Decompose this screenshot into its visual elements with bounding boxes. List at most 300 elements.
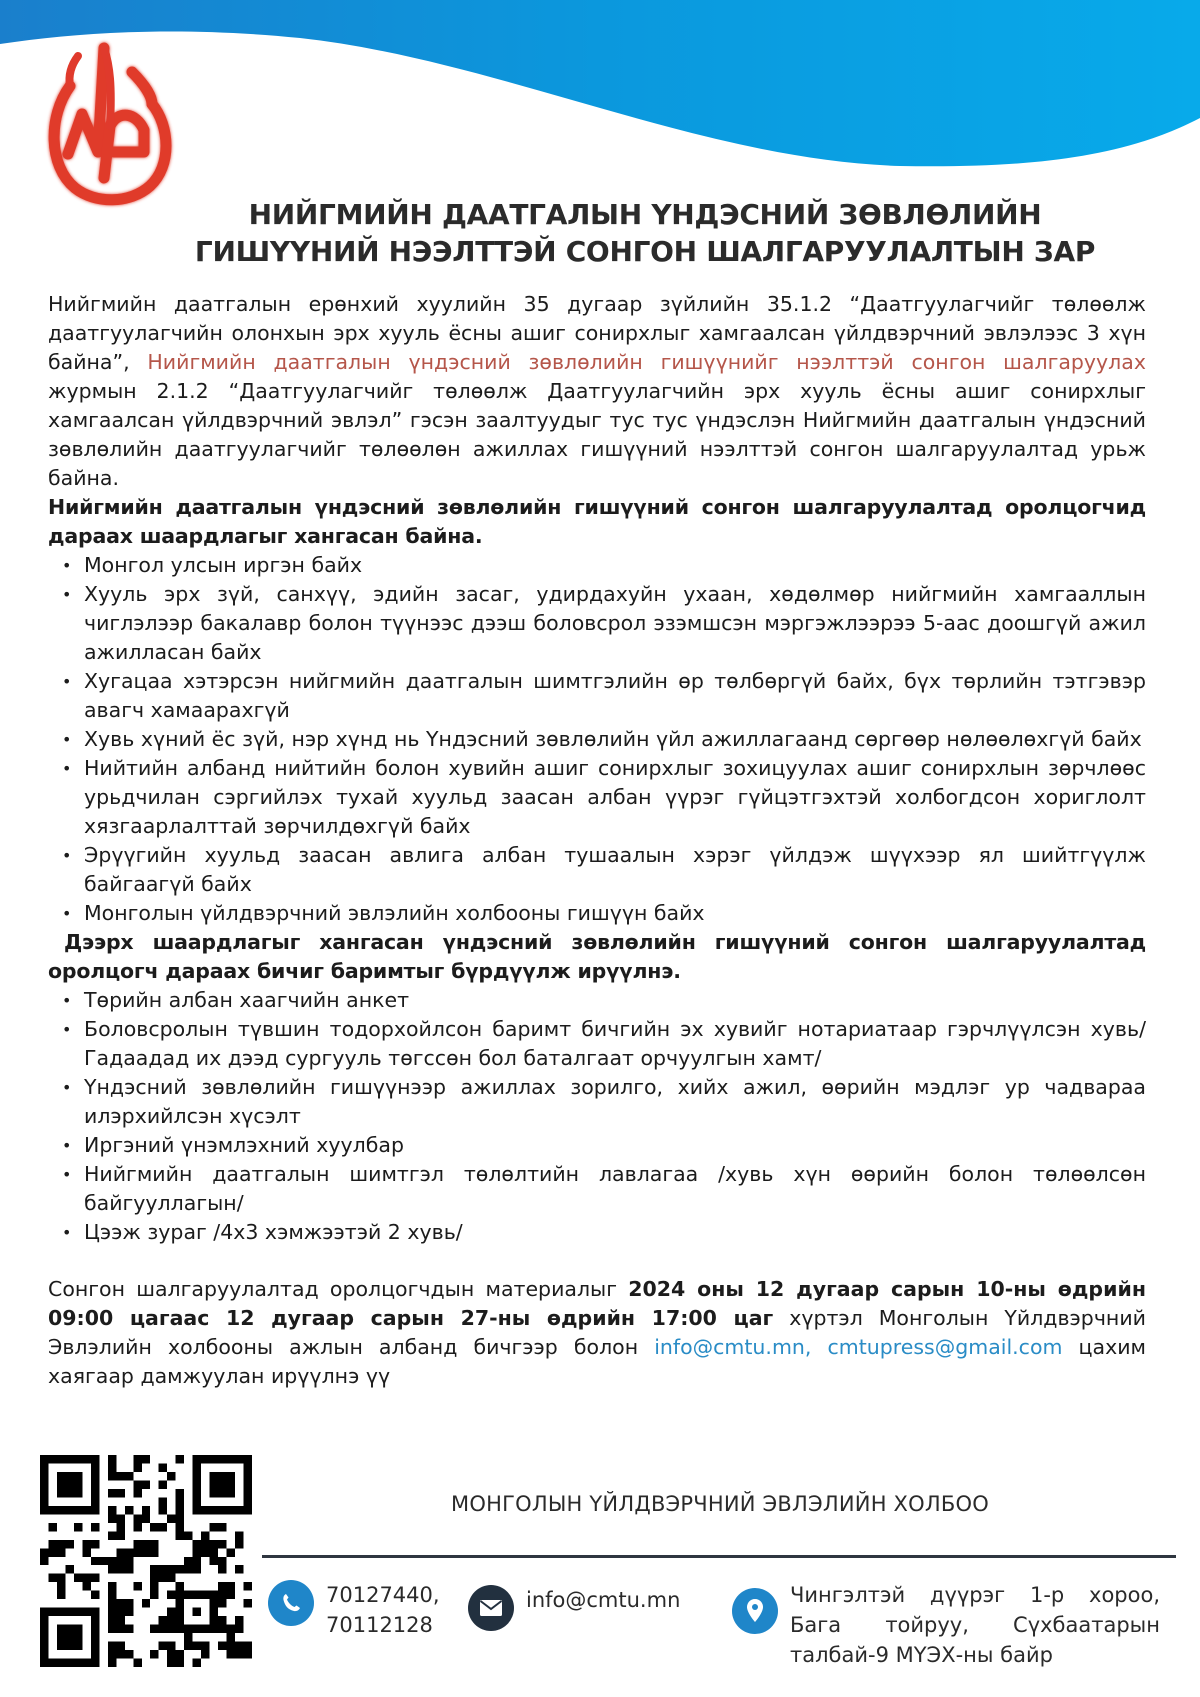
email-address[interactable]: info@cmtu.mn [526, 1588, 681, 1612]
qr-module [210, 1616, 218, 1624]
qr-module [133, 1582, 141, 1590]
qr-module [57, 1582, 65, 1590]
qr-module [235, 1565, 243, 1573]
qr-module [99, 1557, 107, 1565]
qr-module [210, 1557, 218, 1565]
qr-module [176, 1497, 184, 1505]
qr-module [116, 1557, 124, 1565]
intro-text-2: журмын 2.1.2 “Даатгуулагчийг төлөөлж Даатгуулагчийн эрх хууль ёсны ашиг сонирхлыг хамгаалсан үйлдвэрчний эвлэл” гэсэн заалтуудыг тус тус үндэслэн Нийгмийн даатгалын үндэсний зөвлөлийн даатгуулагчийг төлөөлөн ажиллах гишүүний нээлттэй сонгон шалгаруулалтад урьж байна. [48, 379, 1146, 490]
qr-module [227, 1455, 235, 1463]
qr-module [193, 1540, 201, 1548]
list-item: • Төрийн албан хаагчийн анкет [84, 986, 1146, 1015]
qr-module [74, 1489, 82, 1497]
qr-module [40, 1642, 48, 1650]
qr-module [142, 1506, 150, 1514]
qr-module [235, 1616, 243, 1624]
qr-module [108, 1616, 116, 1624]
list-item: • Хугацаа хэтэрсэн нийгмийн даатгалын шимтгэлийн өр төлбөргүй байх, бүх төрлийн тэтгэвэр авагч хамаарахгүй [84, 667, 1146, 725]
qr-module [210, 1489, 218, 1497]
qr-module [159, 1574, 167, 1582]
qr-module [210, 1540, 218, 1548]
qr-module [176, 1591, 184, 1599]
qr-module [142, 1480, 150, 1488]
qr-module [133, 1540, 141, 1548]
qr-module [91, 1642, 99, 1650]
qr-module [193, 1497, 201, 1505]
qr-module [108, 1455, 116, 1463]
qr-module [57, 1659, 65, 1667]
qr-module [176, 1531, 184, 1539]
qr-module [218, 1599, 226, 1607]
qr-module [218, 1472, 226, 1480]
announcement-body [48, 290, 1146, 1391]
qr-module [65, 1608, 73, 1616]
deadline-suffix: цахим хаягаар дамжуулан ирүүлнэ үү [48, 1335, 1146, 1388]
list-item: • Цээж зураг /4х3 хэмжээтэй 2 хувь/ [84, 1218, 1146, 1247]
qr-module [244, 1472, 252, 1480]
list-item: • Монгол улсын иргэн байх [84, 551, 1146, 580]
qr-module [125, 1625, 133, 1633]
qr-module [65, 1625, 73, 1633]
requirements-list [48, 551, 1146, 928]
qr-module [57, 1625, 65, 1633]
deadline-dates: 2024 оны 12 дугаар сарын 10-ны өдрийн 09:00 цагаас 12 дугаар сарын 27-ны өдрийн 17:00 цаг [48, 1277, 1146, 1330]
email-links[interactable]: info@cmtu.mn, cmtupress@gmail.com [654, 1335, 1063, 1359]
qr-module [40, 1489, 48, 1497]
qr-module [91, 1608, 99, 1616]
qr-module [218, 1480, 226, 1488]
qr-module [48, 1608, 56, 1616]
qr-module [91, 1616, 99, 1624]
qr-module [40, 1608, 48, 1616]
documents-heading: Дээрх шаардлагыг хангасан үндэсний зөвлөлийн гишүүний сонгон шалгаруулалтад оролцогч дараах бичиг баримтыг бүрдүүлж ирүүлнэ. [48, 930, 1146, 983]
qr-module [227, 1480, 235, 1488]
title-line-2: ГИШҮҮНИЙ НЭЭЛТТЭЙ СОНГОН ШАЛГАРУУЛАЛТЫН ЗАР [194, 235, 1096, 268]
qr-module [227, 1633, 235, 1641]
qr-module [227, 1591, 235, 1599]
deadline-middle: хүртэл Монголын Үйлдвэрчний Эвлэлийн холбооны ажлын албанд бичгээр болон [48, 1306, 1146, 1359]
qr-module [176, 1650, 184, 1658]
qr-module [74, 1625, 82, 1633]
phone-number-1[interactable]: 70127440, [326, 1583, 440, 1607]
qr-module [167, 1591, 175, 1599]
qr-module [57, 1548, 65, 1556]
list-item: • Хууль эрх зүй, санхүү, эдийн засаг, удирдахуйн ухаан, хөдөлмөр нийгмийн хамгааллын чиглэлээр бакалавр болон түүнээс дээш боловсрол эзэмшсэн мэргэжлээрээ 5-аас доошгүй ажил ажилласан байх [84, 580, 1146, 667]
qr-module [142, 1548, 150, 1556]
qr-module [201, 1455, 209, 1463]
qr-module [91, 1506, 99, 1514]
qr-module [91, 1489, 99, 1497]
qr-module [116, 1625, 124, 1633]
qr-module [167, 1574, 175, 1582]
map-pin-icon [732, 1588, 778, 1634]
qr-module [116, 1489, 124, 1497]
qr-module [74, 1480, 82, 1488]
qr-module [74, 1506, 82, 1514]
qr-module [184, 1642, 192, 1650]
qr-module [227, 1625, 235, 1633]
qr-module [176, 1565, 184, 1573]
qr-module [108, 1591, 116, 1599]
qr-module [235, 1625, 243, 1633]
qr-module [108, 1531, 116, 1539]
qr-module [91, 1591, 99, 1599]
qr-module [142, 1514, 150, 1522]
qr-module [116, 1472, 124, 1480]
qr-module [65, 1540, 73, 1548]
qr-module [65, 1472, 73, 1480]
qr-module [218, 1523, 226, 1531]
qr-module [40, 1625, 48, 1633]
qr-module [108, 1514, 116, 1522]
qr-module [125, 1599, 133, 1607]
qr-module [116, 1608, 124, 1616]
qr-module [82, 1659, 90, 1667]
qr-module [125, 1548, 133, 1556]
qr-module [218, 1455, 226, 1463]
qr-module [74, 1633, 82, 1641]
qr-module [210, 1599, 218, 1607]
qr-module [40, 1633, 48, 1641]
qr-module [150, 1625, 158, 1633]
qr-module [116, 1616, 124, 1624]
qr-module [176, 1455, 184, 1463]
qr-module [167, 1659, 175, 1667]
qr-module [193, 1548, 201, 1556]
contact-email [468, 1585, 680, 1631]
qr-module [40, 1506, 48, 1514]
qr-module [227, 1548, 235, 1556]
contact-phone [268, 1580, 440, 1640]
qr-module [108, 1565, 116, 1573]
qr-module [176, 1659, 184, 1667]
qr-module [57, 1506, 65, 1514]
qr-code[interactable] [40, 1455, 252, 1667]
qr-module [40, 1480, 48, 1488]
qr-module [193, 1489, 201, 1497]
qr-module [184, 1625, 192, 1633]
qr-module [150, 1591, 158, 1599]
qr-module [235, 1650, 243, 1658]
qr-module [91, 1497, 99, 1505]
qr-module [125, 1472, 133, 1480]
qr-module [167, 1642, 175, 1650]
qr-module [210, 1506, 218, 1514]
qr-module [218, 1557, 226, 1565]
qr-module [193, 1472, 201, 1480]
qr-module [210, 1523, 218, 1531]
qr-module [159, 1497, 167, 1505]
deadline-prefix: Сонгон шалгаруулалтад оролцогчдын материалыг [48, 1277, 618, 1301]
qr-module [193, 1506, 201, 1514]
qr-module [227, 1582, 235, 1590]
qr-module [91, 1480, 99, 1488]
qr-module [116, 1565, 124, 1573]
qr-module [108, 1463, 116, 1471]
qr-module [65, 1455, 73, 1463]
qr-module [133, 1463, 141, 1471]
qr-module [82, 1506, 90, 1514]
qr-module [108, 1582, 116, 1590]
qr-module [65, 1506, 73, 1514]
qr-module [176, 1599, 184, 1607]
qr-module [116, 1514, 124, 1522]
qr-module [125, 1506, 133, 1514]
qr-module [159, 1463, 167, 1471]
qr-module [210, 1455, 218, 1463]
qr-module [48, 1455, 56, 1463]
intro-highlight: Нийгмийн даатгалын үндэсний зөвлөлийн гишүүнийг нээлттэй сонгон шалгаруулах [147, 350, 1146, 374]
list-item: • Иргэний үнэмлэхний хуулбар [84, 1131, 1146, 1160]
qr-module [193, 1608, 201, 1616]
qr-module [142, 1540, 150, 1548]
qr-module [167, 1472, 175, 1480]
qr-module [159, 1616, 167, 1624]
qr-module [108, 1642, 116, 1650]
list-item: • Үндэсний зөвлөлийн гишүүнээр ажиллах зорилго, хийх ажил, өөрийн мэдлэг ур чадвараа илэрхийлсэн хүсэлт [84, 1073, 1146, 1131]
qr-module [227, 1506, 235, 1514]
qr-module [91, 1659, 99, 1667]
qr-module [91, 1455, 99, 1463]
intro-text-1: Нийгмийн даатгалын ерөнхий хуулийн 35 дугаар зүйлийн 35.1.2 “Даатгуулагчийг төлөөлж даатгуулагчийн олонхын эрх хууль ёсны ашиг сонирхлыг хамгаалсан үйлдвэрчний эвлэлээс 3 хүн байна”, [48, 292, 1146, 374]
qr-module [193, 1463, 201, 1471]
qr-module [74, 1455, 82, 1463]
qr-module [193, 1642, 201, 1650]
qr-module [227, 1650, 235, 1658]
qr-module [218, 1591, 226, 1599]
qr-module [48, 1506, 56, 1514]
qr-module [91, 1633, 99, 1641]
qr-module [218, 1582, 226, 1590]
qr-module [150, 1574, 158, 1582]
qr-module [57, 1480, 65, 1488]
qr-module [227, 1472, 235, 1480]
qr-module [244, 1463, 252, 1471]
qr-module [133, 1480, 141, 1488]
qr-module [133, 1514, 141, 1522]
qr-module [125, 1557, 133, 1565]
qr-module [167, 1565, 175, 1573]
qr-module [40, 1650, 48, 1658]
list-item: • Нийтийн албанд нийтийн болон хувийн ашиг сонирхлыг зохицуулах ашиг сонирхлын зөрчлөөс урьдчилан сэргийлэх тухай хуульд заасан албан үүрэг гүйцэтгэхтэй холбогдсон хориглолт хязгаарлалттай зөрчилдөхгүй байх [84, 754, 1146, 841]
list-item: • Монголын үйлдвэрчний эвлэлийн холбооны гишүүн байх [84, 899, 1146, 928]
qr-module [116, 1523, 124, 1531]
qr-module [108, 1650, 116, 1658]
qr-module [244, 1455, 252, 1463]
qr-module [150, 1650, 158, 1658]
qr-module [150, 1523, 158, 1531]
qr-module [235, 1540, 243, 1548]
qr-module [193, 1659, 201, 1667]
qr-module [40, 1497, 48, 1505]
qr-module [82, 1582, 90, 1590]
qr-module [133, 1659, 141, 1667]
address-text: Чингэлтэй дүүрэг 1-р хороо, Бага тойруу, Сүхбаатарын талбай-9 МҮЭХ-ны байр [790, 1583, 1160, 1667]
qr-module [193, 1565, 201, 1573]
qr-module [40, 1557, 48, 1565]
qr-module [48, 1523, 56, 1531]
qr-module [116, 1642, 124, 1650]
qr-module [167, 1616, 175, 1624]
qr-module [210, 1608, 218, 1616]
footer-divider [262, 1555, 1176, 1558]
qr-module [82, 1574, 90, 1582]
qr-module [218, 1616, 226, 1624]
qr-module [133, 1455, 141, 1463]
qr-module [210, 1625, 218, 1633]
qr-module [167, 1650, 175, 1658]
qr-module [235, 1642, 243, 1650]
qr-module [201, 1531, 209, 1539]
qr-module [244, 1489, 252, 1497]
qr-module [150, 1565, 158, 1573]
list-item: • Эрүүгийн хуульд заасан авлига албан тушаалын хэрэг үйлдэж шүүхээр ял шийтгүүлж байгаагүй байх [84, 841, 1146, 899]
qr-module [244, 1642, 252, 1650]
qr-module [74, 1523, 82, 1531]
qr-module [82, 1548, 90, 1556]
qr-module [159, 1565, 167, 1573]
qr-module [218, 1642, 226, 1650]
qr-module [210, 1472, 218, 1480]
qr-module [244, 1599, 252, 1607]
qr-module [176, 1625, 184, 1633]
qr-module [201, 1548, 209, 1556]
qr-module [74, 1574, 82, 1582]
requirements-heading: Нийгмийн даатгалын үндэсний зөвлөлийн гишүүний сонгон шалгаруулалтад оролцогчид дараах шаардлагыг хангасан байна. [48, 495, 1146, 548]
qr-module [82, 1608, 90, 1616]
qr-module [125, 1565, 133, 1573]
qr-module [244, 1582, 252, 1590]
qr-module [218, 1540, 226, 1548]
qr-module [57, 1574, 65, 1582]
qr-module [244, 1650, 252, 1658]
qr-module [91, 1625, 99, 1633]
qr-module [235, 1531, 243, 1539]
logo-icon [40, 26, 180, 216]
qr-module [40, 1463, 48, 1471]
qr-module [48, 1540, 56, 1548]
qr-module [74, 1472, 82, 1480]
qr-module [108, 1489, 116, 1497]
qr-module [201, 1650, 209, 1658]
qr-module [201, 1591, 209, 1599]
deadline-paragraph [48, 1275, 1146, 1391]
envelope-icon [468, 1585, 514, 1631]
page-title [0, 196, 1200, 270]
qr-module [116, 1531, 124, 1539]
qr-module [40, 1472, 48, 1480]
qr-module [201, 1642, 209, 1650]
qr-module [176, 1523, 184, 1531]
documents-list [48, 986, 1146, 1247]
qr-module [235, 1455, 243, 1463]
qr-module [150, 1582, 158, 1590]
qr-module [176, 1582, 184, 1590]
qr-module [218, 1489, 226, 1497]
qr-module [176, 1608, 184, 1616]
qr-module [227, 1489, 235, 1497]
qr-module [108, 1599, 116, 1607]
qr-module [57, 1608, 65, 1616]
qr-module [40, 1548, 48, 1556]
qr-module [65, 1633, 73, 1641]
qr-module [218, 1506, 226, 1514]
list-item: • Хувь хүний ёс зүй, нэр хүнд нь Үндэсний зөвлөлийн үйл ажиллагаанд сөргөөр нөлөөлөхгүй байх [84, 725, 1146, 754]
contact-address [732, 1580, 1172, 1670]
phone-number-2[interactable]: 70112128 [326, 1613, 433, 1637]
qr-module [176, 1506, 184, 1514]
qr-module [193, 1455, 201, 1463]
qr-module [74, 1642, 82, 1650]
qr-module [116, 1599, 124, 1607]
qr-module [65, 1565, 73, 1573]
qr-module [91, 1463, 99, 1471]
qr-module [244, 1506, 252, 1514]
qr-module [201, 1540, 209, 1548]
qr-module [193, 1591, 201, 1599]
qr-module [184, 1565, 192, 1573]
qr-module [108, 1557, 116, 1565]
qr-module [48, 1574, 56, 1582]
qr-module [159, 1625, 167, 1633]
qr-module [201, 1506, 209, 1514]
qr-module [218, 1625, 226, 1633]
qr-module [125, 1608, 133, 1616]
header-wave [0, 0, 1200, 180]
qr-module [193, 1625, 201, 1633]
qr-module [184, 1531, 192, 1539]
qr-module [108, 1472, 116, 1480]
qr-module [40, 1616, 48, 1624]
intro-paragraph [48, 290, 1146, 493]
qr-module [57, 1591, 65, 1599]
qr-module [210, 1548, 218, 1556]
qr-module [108, 1506, 116, 1514]
qr-module [65, 1642, 73, 1650]
qr-module [133, 1548, 141, 1556]
qr-module [65, 1489, 73, 1497]
qr-module [201, 1625, 209, 1633]
qr-module [57, 1642, 65, 1650]
qr-module [150, 1540, 158, 1548]
qr-module [57, 1455, 65, 1463]
qr-module [48, 1659, 56, 1667]
qr-module [159, 1480, 167, 1488]
qr-module [244, 1480, 252, 1488]
title-line-1: НИЙГМИЙН ДААТГАЛЫН ҮНДЭСНИЙ ЗӨВЛӨЛИЙН [248, 198, 1042, 231]
qr-module [184, 1633, 192, 1641]
qr-module [82, 1540, 90, 1548]
qr-module [184, 1591, 192, 1599]
qr-module [48, 1548, 56, 1556]
qr-module [133, 1523, 141, 1531]
qr-module [57, 1540, 65, 1548]
qr-module [227, 1642, 235, 1650]
qr-module [218, 1565, 226, 1573]
qr-module [159, 1523, 167, 1531]
qr-module [74, 1659, 82, 1667]
qr-module [142, 1599, 150, 1607]
qr-module [167, 1608, 175, 1616]
qr-module [65, 1659, 73, 1667]
qr-module [91, 1574, 99, 1582]
qr-module [74, 1608, 82, 1616]
qr-module [159, 1506, 167, 1514]
qr-module [40, 1659, 48, 1667]
qr-module [91, 1472, 99, 1480]
qr-module [193, 1480, 201, 1488]
qr-module [159, 1642, 167, 1650]
